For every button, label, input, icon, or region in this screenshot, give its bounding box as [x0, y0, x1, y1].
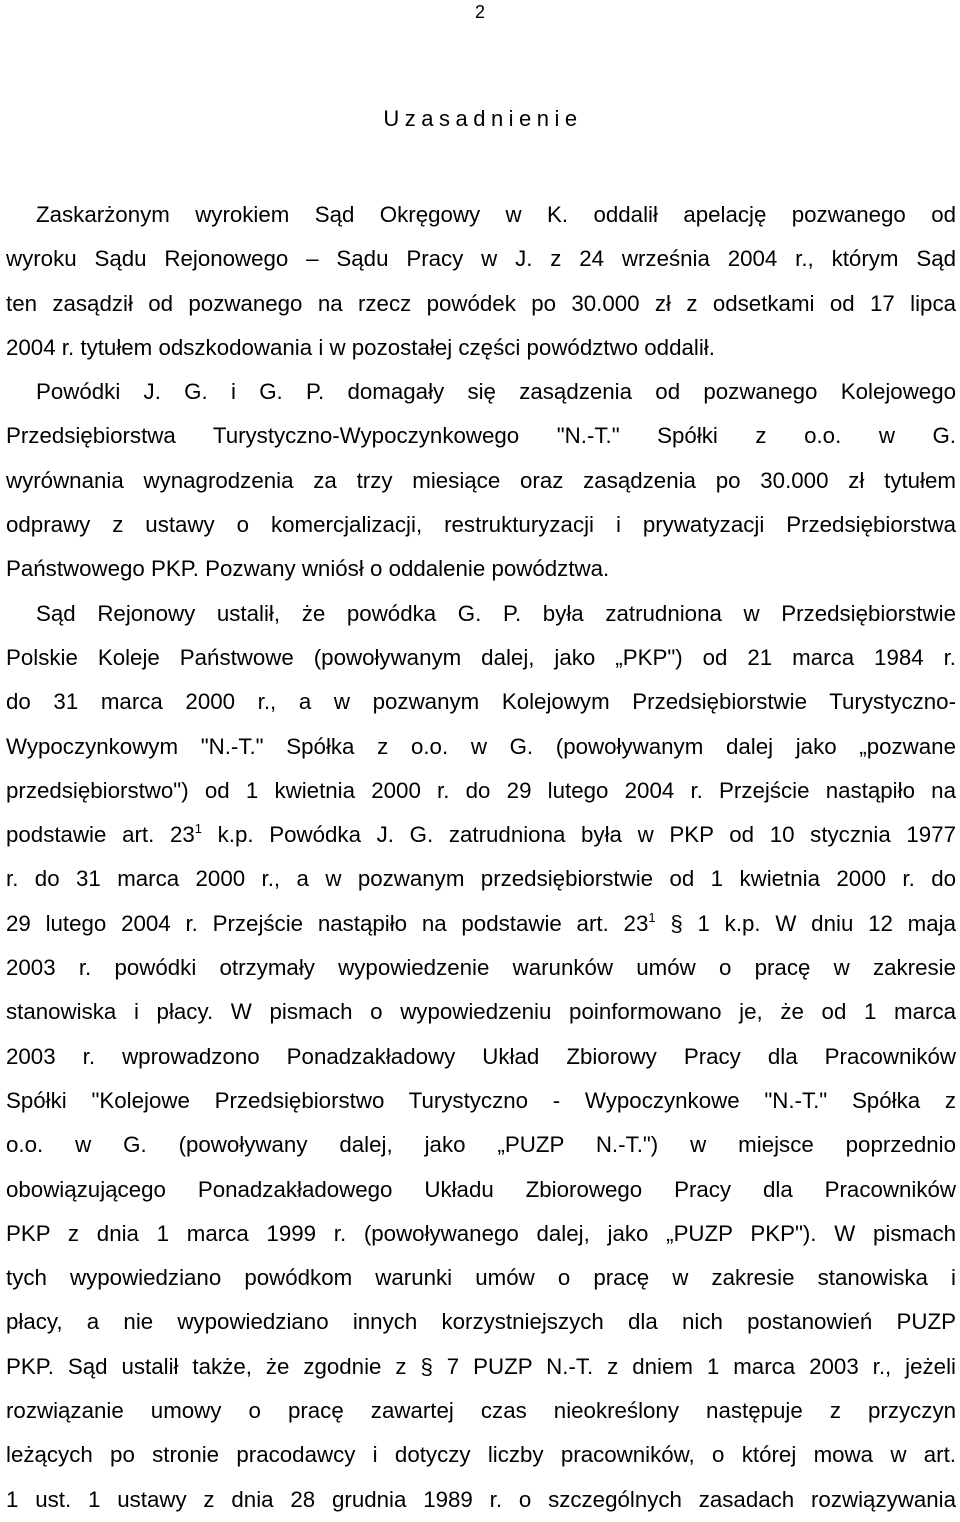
text-line	[6, 813, 956, 857]
text-line: r. do 31 marca 2000 r., a w pozwanym przedsiębiorstwie od 1 kwietnia 2000 r. do	[6, 866, 956, 892]
page-number: 2	[474, 2, 485, 22]
text-line: wyroku Sądu Rejonowego – Sądu Pracy w J. z 24 września 2004 r., którym Sąd	[6, 246, 956, 272]
text-line: 1 ust. 1 ustawy z dnia 28 grudnia 1989 r. o szczególnych zasadach rozwiązywania	[6, 1486, 956, 1512]
text-line: PKP. Sąd ustalił także, że zgodnie z § 7 PUZP N.-T. z dniem 1 marca 2003 r., jeżeli	[6, 1353, 956, 1379]
text-line: 2003 r. wprowadzono Ponadzakładowy Układ Zbiorowy Pracy dla Pracowników	[6, 1043, 956, 1069]
text-line: rozwiązanie umowy o pracę zawartej czas nieokreślony następuje z przyczyn	[6, 1398, 956, 1424]
superscript: 1	[648, 909, 656, 925]
text-line: wyrównania wynagrodzenia za trzy miesiące oraz zasądzenia po 30.000 zł tytułem	[6, 467, 956, 493]
text-line: stanowiska i płacy. W pismach o wypowiedzeniu poinformowano je, że od 1 marca	[6, 999, 956, 1025]
text-line: Państwowego PKP. Pozwany wniósł o oddalenie powództwa.	[6, 556, 610, 582]
text-line: tych wypowiedziano powódkom warunki umów o pracę w zakresie stanowiska i	[6, 1265, 956, 1291]
text-line: Zaskarżonym wyrokiem Sąd Okręgowy w K. oddalił apelację pozwanego od	[36, 202, 956, 227]
text-line: ten zasądził od pozwanego na rzecz powódek po 30.000 zł z odsetkami od 17 lipca	[6, 290, 956, 316]
text-segment: podstawie art. 23	[6, 822, 195, 848]
text-line: leżących po stronie pracodawcy i dotyczy liczby pracowników, o której mowa w art.	[6, 1442, 956, 1468]
text-line: o.o. w G. (powoływany dalej, jako „PUZP N.-T.") w miejsce poprzednio	[6, 1132, 956, 1158]
text-line: Polskie Koleje Państwowe (powoływanym dalej, jako „PKP") od 21 marca 1984 r.	[6, 644, 956, 670]
text-line: 2003 r. powódki otrzymały wypowiedzenie warunków umów o pracę w zakresie	[6, 955, 956, 981]
text-line	[6, 902, 956, 946]
text-line: PKP z dnia 1 marca 1999 r. (powoływanego dalej, jako „PUZP PKP"). W pismach	[6, 1220, 956, 1246]
text-segment: 29 lutego 2004 r. Przejście nastąpiło na podstawie art. 23	[6, 910, 649, 936]
text-line: przedsiębiorstwo") od 1 kwietnia 2000 r. do 29 lutego 2004 r. Przejście nastąpiło na	[6, 777, 956, 803]
text-line: 2004 r. tytułem odszkodowania i w pozostałej części powództwo oddalił.	[6, 334, 715, 360]
text-segment: § 1 k.p. W dniu 12 maja	[655, 910, 956, 936]
text-line: odprawy z ustawy o komercjalizacji, restrukturyzacji i prywatyzacji Przedsiębiorstwa	[6, 512, 956, 538]
text-line: płacy, a nie wypowiedziano innych korzystniejszych dla nich postanowień PUZP	[6, 1309, 956, 1335]
text-line: do 31 marca 2000 r., a w pozwanym Kolejowym Przedsiębiorstwie Turystyczno-	[6, 689, 956, 715]
document-body	[6, 193, 956, 1522]
superscript: 1	[194, 821, 202, 837]
text-line: Wypoczynkowym "N.-T." Spółka z o.o. w G. (powoływanym dalej jako „pozwane	[6, 733, 956, 759]
text-line: Sąd Rejonowy ustalił, że powódka G. P. była zatrudniona w Przedsiębiorstwie	[36, 600, 956, 626]
text-segment: k.p. Powódka J. G. zatrudniona była w PKP od 10 stycznia 1977	[201, 822, 956, 848]
text-line: obowiązującego Ponadzakładowego Układu Zbiorowego Pracy dla Pracowników	[6, 1176, 956, 1202]
text-line: Przedsiębiorstwa Turystyczno-Wypoczynkowego "N.-T." Spółki z o.o. w G.	[6, 423, 956, 449]
text-line: Powódki J. G. i G. P. domagały się zasądzenia od pozwanego Kolejowego	[36, 379, 956, 405]
document-heading: Uzasadnienie	[383, 106, 583, 131]
text-line: Spółki "Kolejowe Przedsiębiorstwo Turystyczno - Wypoczynkowe "N.-T." Spółka z	[6, 1087, 956, 1113]
